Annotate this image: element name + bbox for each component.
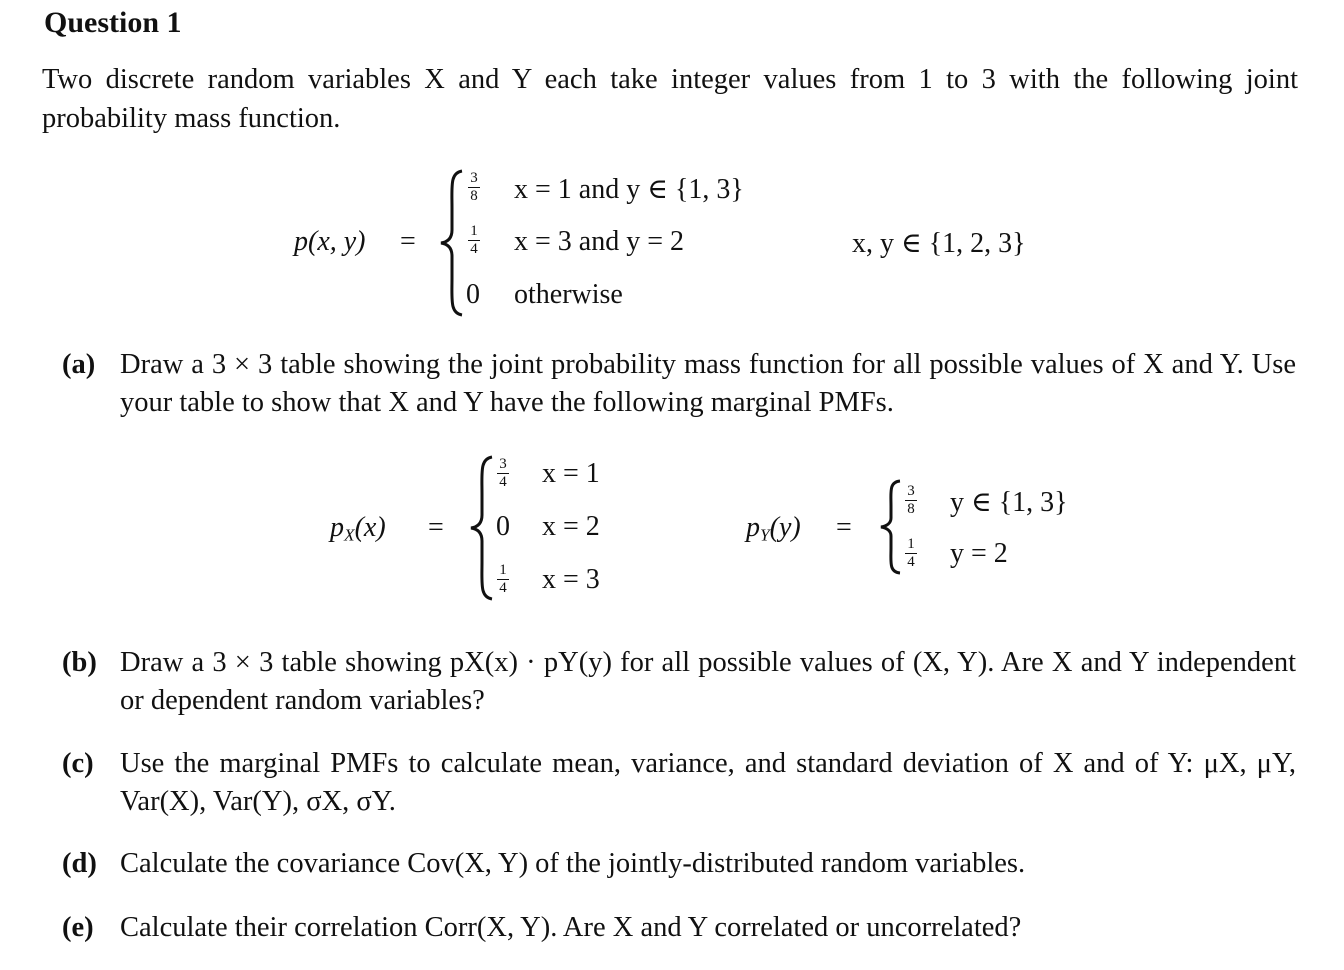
joint-pmf-brace [436, 168, 466, 318]
joint-case1-den: 8 [470, 188, 478, 204]
part-a-label: (a) [62, 349, 96, 380]
joint-case2-den: 4 [470, 241, 478, 257]
joint-case1-num: 3 [470, 170, 478, 186]
marginal-y-lhs [746, 512, 801, 545]
marginal-y-case1-num: 3 [907, 483, 915, 499]
marginal-x-case2-value: 0 [496, 511, 510, 542]
marginal-y-case1-fraction [905, 484, 917, 517]
marginal-y-equals: = [836, 512, 852, 543]
marginal-y-case1-condition: y ∈ {1, 3} [950, 487, 1068, 518]
marginal-y-arg: (y) [769, 512, 801, 543]
marginal-x-case3-den: 4 [499, 580, 507, 596]
marginal-x-case1-den: 4 [499, 474, 507, 490]
intro-text: Two discrete random variables X and Y each take integer values from 1 to 3 with the following joint probability mass function. [42, 64, 1298, 134]
marginal-y-case1-den: 8 [907, 501, 915, 517]
marginal-y-case2-fraction [905, 537, 917, 570]
marginal-y-case2-den: 4 [907, 554, 915, 570]
joint-case1-fraction [468, 171, 480, 204]
joint-pmf-lhs: p(x, y) [294, 226, 366, 257]
part-d-label: (d) [62, 848, 97, 879]
marginal-x-equals: = [428, 512, 444, 543]
part-e-text: Calculate their correlation Corr(X, Y). Are X and Y correlated or uncorrelated? [120, 912, 1022, 943]
marginal-y-p: p [746, 512, 760, 543]
marginal-x-case1-fraction [497, 457, 509, 490]
joint-pmf-domain: x, y ∈ {1, 2, 3} [852, 228, 1026, 259]
joint-case1-condition: x = 1 and y ∈ {1, 3} [514, 174, 744, 205]
part-d-text: Calculate the covariance Cov(X, Y) of the jointly-distributed random variables. [120, 848, 1026, 879]
part-b-text: Draw a 3 × 3 table showing pX(x) · pY(y) for all possible values of (X, Y). Are X and Y independent or dependent random variables? [120, 647, 1296, 716]
part-a-text: Draw a 3 × 3 table showing the joint probability mass function for all possible values of X and Y. Use your table to show that X and Y have the following marginal PMFs. [120, 349, 1296, 418]
part-c-label: (c) [62, 748, 94, 779]
marginal-x-case3-condition: x = 3 [542, 564, 600, 595]
question-title: Question 1 [44, 6, 182, 39]
joint-case2-condition: x = 3 and y = 2 [514, 226, 685, 257]
marginal-x-brace [466, 454, 496, 602]
marginal-y-brace [876, 478, 904, 576]
marginal-x-p: p [330, 512, 344, 543]
marginal-x-case1-num: 3 [499, 456, 507, 472]
marginal-y-case2-condition: y = 2 [950, 538, 1008, 569]
marginal-x-case3-num: 1 [499, 562, 507, 578]
joint-case3-value: 0 [466, 279, 480, 310]
joint-case3-condition: otherwise [514, 279, 623, 310]
marginal-x-case1-condition: x = 1 [542, 458, 600, 489]
joint-case2-num: 1 [470, 223, 478, 239]
marginal-x-lhs [330, 512, 386, 545]
part-e-label: (e) [62, 912, 94, 943]
marginal-y-sub: Y [760, 525, 770, 545]
part-c-text: Use the marginal PMFs to calculate mean, variance, and standard deviation of X and of Y: μX, μY, Var(X), Var(Y), σX, σY. [120, 748, 1296, 817]
marginal-x-arg: (x) [354, 512, 386, 543]
marginal-x-sub: X [344, 525, 355, 545]
joint-case2-fraction [468, 224, 480, 257]
joint-pmf-equals: = [400, 226, 416, 257]
marginal-x-case3-fraction [497, 563, 509, 596]
marginal-x-case2-condition: x = 2 [542, 511, 600, 542]
marginal-y-case2-num: 1 [907, 536, 915, 552]
part-b-label: (b) [62, 647, 97, 678]
